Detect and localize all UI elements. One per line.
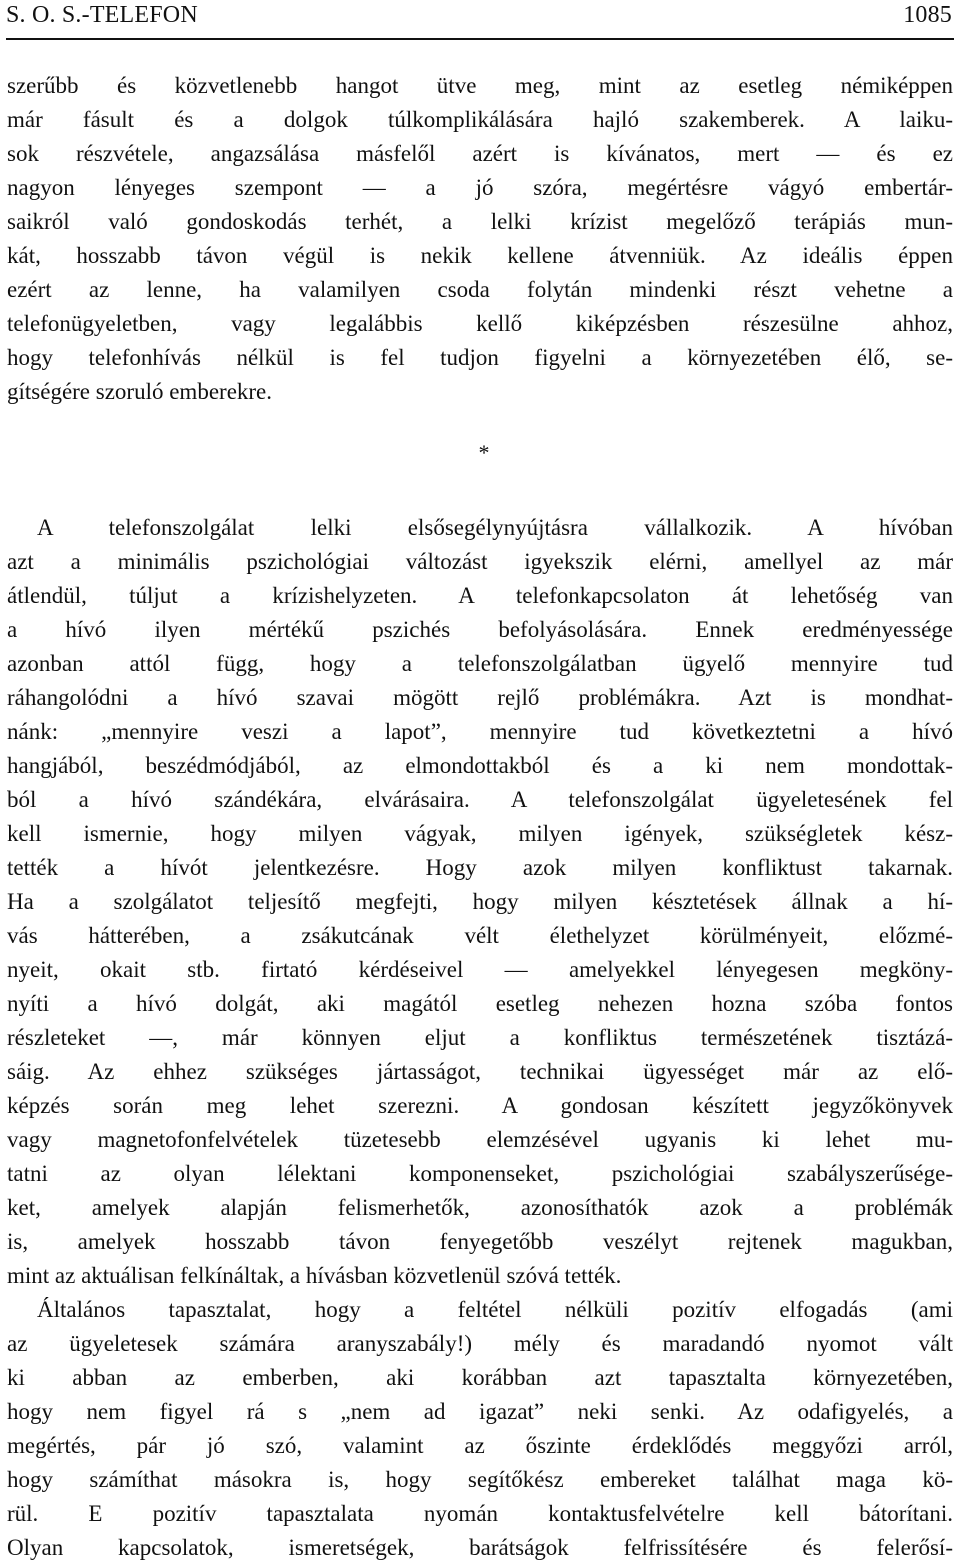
paragraph-1 bbox=[7, 69, 953, 409]
running-head bbox=[6, 0, 954, 30]
text-line: hogy számíthat másokra is, hogy segítőkész embereket találhat maga kö- bbox=[7, 1467, 953, 1492]
text-line: sok részvétele, angazsálása másfelől azért is kívánatos, mert — és ez bbox=[7, 141, 953, 166]
text-line: A telefonszolgálat lelki elsősegélynyújtásra vállalkozik. A hívóban bbox=[37, 515, 953, 540]
text-line: azt a minimális pszichológiai változást igyekszik elérni, amellyel az már bbox=[7, 549, 953, 574]
text-line: kell ismernie, hogy milyen vágyak, milyen igények, szükségletek kész- bbox=[7, 821, 953, 846]
header-rule bbox=[6, 38, 954, 40]
text-line: mint az aktuálisan felkínáltak, a hívásban közvetlenül szóvá tették. bbox=[7, 1263, 622, 1288]
text-line: a hívó ilyen mértékű pszichés befolyásolására. Ennek eredményessége bbox=[7, 617, 953, 642]
text-line: saikról való gondoskodás terhét, a lelki krízist megelőző terápiás mun- bbox=[7, 209, 953, 234]
text-line: ráhangolódni a hívó szavai mögött rejlő problémákra. Azt is mondhat- bbox=[7, 685, 953, 710]
text-line: ket, amelyek alapján felismerhetők, azonosíthatók azok a problémák bbox=[7, 1195, 953, 1220]
paragraph-2 bbox=[7, 511, 953, 1293]
text-line: nánk: „mennyire veszi a lapot”, mennyire tud következtetni a hívó bbox=[7, 719, 953, 744]
text-line: telefonügyeletben, vagy legalábbis kellő kiképzésben részesülne ahhoz, bbox=[7, 311, 953, 336]
text-line: azonban attól függ, hogy a telefonszolgálatban ügyelő mennyire tud bbox=[7, 651, 953, 676]
text-line: nyeit, okait stb. firtató kérdéseivel — amelyekkel lényegesen megköny- bbox=[7, 957, 953, 982]
body-text bbox=[7, 69, 953, 1565]
text-line: gítségére szoruló emberekre. bbox=[7, 379, 273, 404]
text-line: Olyan kapcsolatok, ismeretségek, barátságok felfrissítésére és felerősí- bbox=[7, 1535, 953, 1560]
text-line: már fásult és a dolgok túlkomplikálására hajló szakemberek. A laiku- bbox=[7, 107, 953, 132]
text-line: Ha a szolgálatot teljesítő megfejti, hogy milyen késztetések állnak a hí- bbox=[7, 889, 953, 914]
text-line: szerűbb és közvetlenebb hangot ütve meg, mint az esetleg némiképpen bbox=[7, 73, 953, 98]
text-line: ból a hívó szándékára, elvárásaira. A telefonszolgálat ügyeletesének fel bbox=[7, 787, 953, 812]
text-line: is, amelyek hosszabb távon fenyegetőbb veszélyt rejtenek magukban, bbox=[7, 1229, 953, 1254]
text-line: részleteket —, már könnyen eljut a konfliktus természetének tisztázá- bbox=[7, 1025, 953, 1050]
section-separator: * bbox=[478, 440, 490, 465]
text-line: vás hátterében, a zsákutcának vélt élethelyzet körülményeit, előzmé- bbox=[7, 923, 953, 948]
text-line: tatni az olyan lélektani komponenseket, pszichológiai szabályszerűsége- bbox=[7, 1161, 953, 1186]
text-line: hogy nem figyel rá s „nem ad igazat” neki senki. Az odafigyelés, a bbox=[7, 1399, 953, 1424]
text-line: megértés, pár jó szó, valamint az őszinte érdeklődés meggyőzi arról, bbox=[7, 1433, 953, 1458]
text-line: átlendül, túljut a krízishelyzeten. A telefonkapcsolaton át lehetőség van bbox=[7, 583, 953, 608]
text-line: hogy telefonhívás nélkül is fel tudjon figyelni a környezetében élő, se- bbox=[7, 345, 953, 370]
text-line: tették a hívót jelentkezésre. Hogy azok milyen konfliktust takarnak. bbox=[7, 855, 953, 880]
text-line: hangjából, beszédmódjából, az elmondottakból és a ki nem mondottak- bbox=[7, 753, 953, 778]
page-number: 1085 bbox=[903, 2, 952, 28]
paragraph-3 bbox=[7, 1293, 953, 1565]
text-line: rül. E pozitív tapasztalata nyomán kontaktusfelvételre kell bátorítani. bbox=[7, 1501, 953, 1526]
text-line: sáig. Az ehhez szükséges jártasságot, technikai ügyességet már az elő- bbox=[7, 1059, 953, 1084]
text-line: ki abban az emberben, aki korábban azt tapasztalta környezetében, bbox=[7, 1365, 953, 1390]
text-line: kát, hosszabb távon végül is nekik kellene átvenniük. Az ideális éppen bbox=[7, 243, 953, 268]
text-line: nyíti a hívó dolgát, aki magától esetleg nehezen hozna szóba fontos bbox=[7, 991, 953, 1016]
text-line: vagy magnetofonfelvételek tüzetesebb elemzésével ugyanis ki lehet mu- bbox=[7, 1127, 953, 1152]
text-line: az ügyeletesek számára aranyszabály!) mély és maradandó nyomot vált bbox=[7, 1331, 953, 1356]
text-line: képzés során meg lehet szerezni. A gondosan készített jegyzőkönyvek bbox=[7, 1093, 953, 1118]
running-title: S. O. S.-TELEFON bbox=[6, 2, 198, 28]
text-line: Általános tapasztalat, hogy a feltétel nélküli pozitív elfogadás (ami bbox=[37, 1297, 953, 1322]
text-line: nagyon lényeges szempont — a jó szóra, megértésre vágyó embertár- bbox=[7, 175, 953, 200]
text-line: ezért az lenne, ha valamilyen csoda folytán mindenki részt vehetne a bbox=[7, 277, 953, 302]
